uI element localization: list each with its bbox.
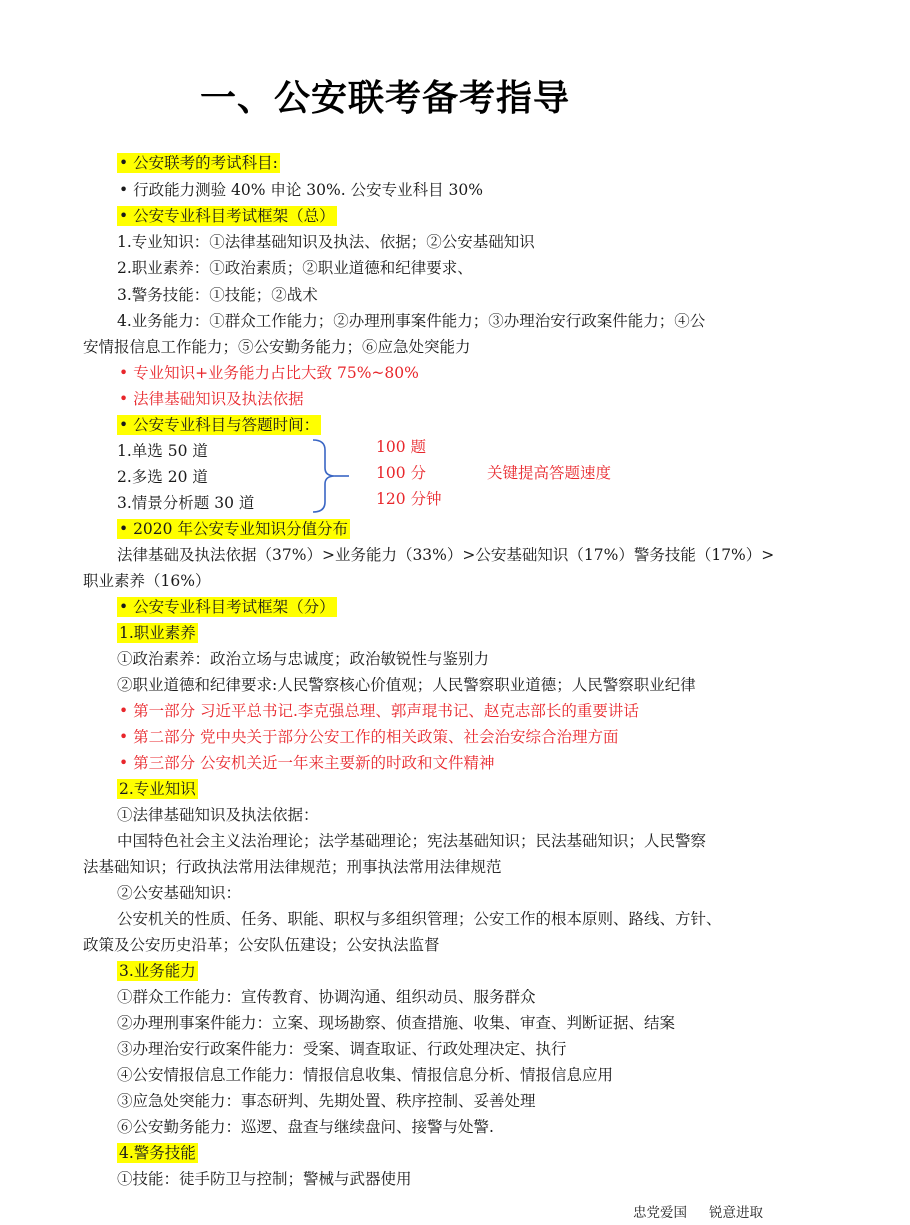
question-type: 3.情景分析题 30 道 xyxy=(117,494,255,512)
section-line: 中国特色社会主义法治理论；法学基础理论；宪法基础知识；民法基础知识；人民警察 xyxy=(117,832,707,850)
section-heading: 3.业务能力 xyxy=(119,962,196,980)
red-note: • 法律基础知识及执法依据 xyxy=(119,390,304,408)
total-value: 100 分 xyxy=(376,464,427,482)
section-heading: 4.警务技能 xyxy=(119,1144,196,1162)
total-value: 120 分钟 xyxy=(376,490,442,508)
framework-total-line: 安情报信息工作能力；⑤公安勤务能力；⑥应急处突能力 xyxy=(83,338,471,356)
footer-text: 锐意进取 xyxy=(709,1205,763,1221)
framework-total-line: 2.职业素养：①政治素质；②职业道德和纪律要求、 xyxy=(117,259,473,277)
curly-brace-icon xyxy=(311,438,351,514)
subjects-heading: • 公安联考的考试科目: xyxy=(119,154,278,172)
section-line: ①政治素养：政治立场与忠诚度；政治敏锐性与鉴别力 xyxy=(117,650,490,668)
framework-total-heading: • 公安专业科目考试框架（总） xyxy=(119,207,335,225)
section-heading: 1.职业素养 xyxy=(119,624,196,642)
footer-slogan xyxy=(633,1201,763,1221)
section-line: ②公安基础知识： xyxy=(117,884,242,902)
question-type: 1.单选 50 道 xyxy=(117,442,208,460)
section-line: ⑥公安勤务能力：巡逻、盘查与继续盘问、接警与处警. xyxy=(117,1118,494,1136)
score-line: 法律基础及执法依据（37%）>业务能力（33%）>公安基础知识（17%）警务技能（17%）> xyxy=(117,546,775,564)
section-heading: 2.专业知识 xyxy=(119,780,196,798)
framework-total-line: 3.警务技能：①技能；②战术 xyxy=(117,286,318,304)
section-line: 公安机关的性质、任务、职能、职权与多组织管理；公安工作的根本原则、路线、方针、 xyxy=(117,910,722,928)
section-line: ④公安情报信息工作能力：情报信息收集、情报信息分析、情报信息应用 xyxy=(117,1066,614,1084)
speed-note: 关键提高答题速度 xyxy=(487,464,612,482)
framework-total-line: 1.专业知识：①法律基础知识及执法、依据；②公安基础知识 xyxy=(117,233,535,251)
section-line: 政策及公安历史沿革；公安队伍建设；公安执法监督 xyxy=(83,936,440,954)
subjects-line: • 行政能力测验 40% 申论 30%. 公安专业科目 30% xyxy=(119,181,483,199)
section-line: ③应急处突能力：事态研判、先期处置、秩序控制、妥善处理 xyxy=(117,1092,536,1110)
section-line: ②职业道德和纪律要求:人民警察核心价值观；人民警察职业道德；人民警察职业纪律 xyxy=(117,676,696,694)
red-section-line: • 第二部分 党中央关于部分公安工作的相关政策、社会治安综合治理方面 xyxy=(119,728,619,746)
section-line: 法基础知识；行政执法常用法律规范；刑事执法常用法律规范 xyxy=(83,858,502,876)
score-line: 职业素养（16%） xyxy=(83,572,211,590)
section-line: ①技能：徒手防卫与控制；警械与武器使用 xyxy=(117,1170,412,1188)
page-title: 一、公安联考备考指导 xyxy=(199,78,570,119)
footer-text: 忠党爱国 xyxy=(633,1205,687,1221)
framework-part-heading: • 公安专业科目考试框架（分） xyxy=(119,598,335,616)
score-heading: • 2020 年公安专业知识分值分布 xyxy=(119,520,348,538)
section-line: ③办理治安行政案件能力：受案、调查取证、行政处理决定、执行 xyxy=(117,1040,567,1058)
red-section-line: • 第一部分 习近平总书记.李克强总理、郭声琨书记、赵克志部长的重要讲话 xyxy=(119,702,639,720)
red-section-line: • 第三部分 公安机关近一年来主要新的时政和文件精神 xyxy=(119,754,495,772)
question-type: 2.多选 20 道 xyxy=(117,468,208,486)
section-line: ①群众工作能力：宣传教育、协调沟通、组织动员、服务群众 xyxy=(117,988,536,1006)
section-line: ②办理刑事案件能力：立案、现场勘察、侦查措施、收集、审查、判断证据、结案 xyxy=(117,1014,676,1032)
time-heading: • 公安专业科目与答题时间： xyxy=(119,416,320,434)
framework-total-line: 4.业务能力：①群众工作能力；②办理刑事案件能力；③办理治安行政案件能力；④公 xyxy=(117,312,706,330)
red-note: • 专业知识+业务能力占比大致 75%~80% xyxy=(119,364,419,382)
section-line: ①法律基础知识及执法依据： xyxy=(117,806,319,824)
total-value: 100 题 xyxy=(376,438,427,456)
